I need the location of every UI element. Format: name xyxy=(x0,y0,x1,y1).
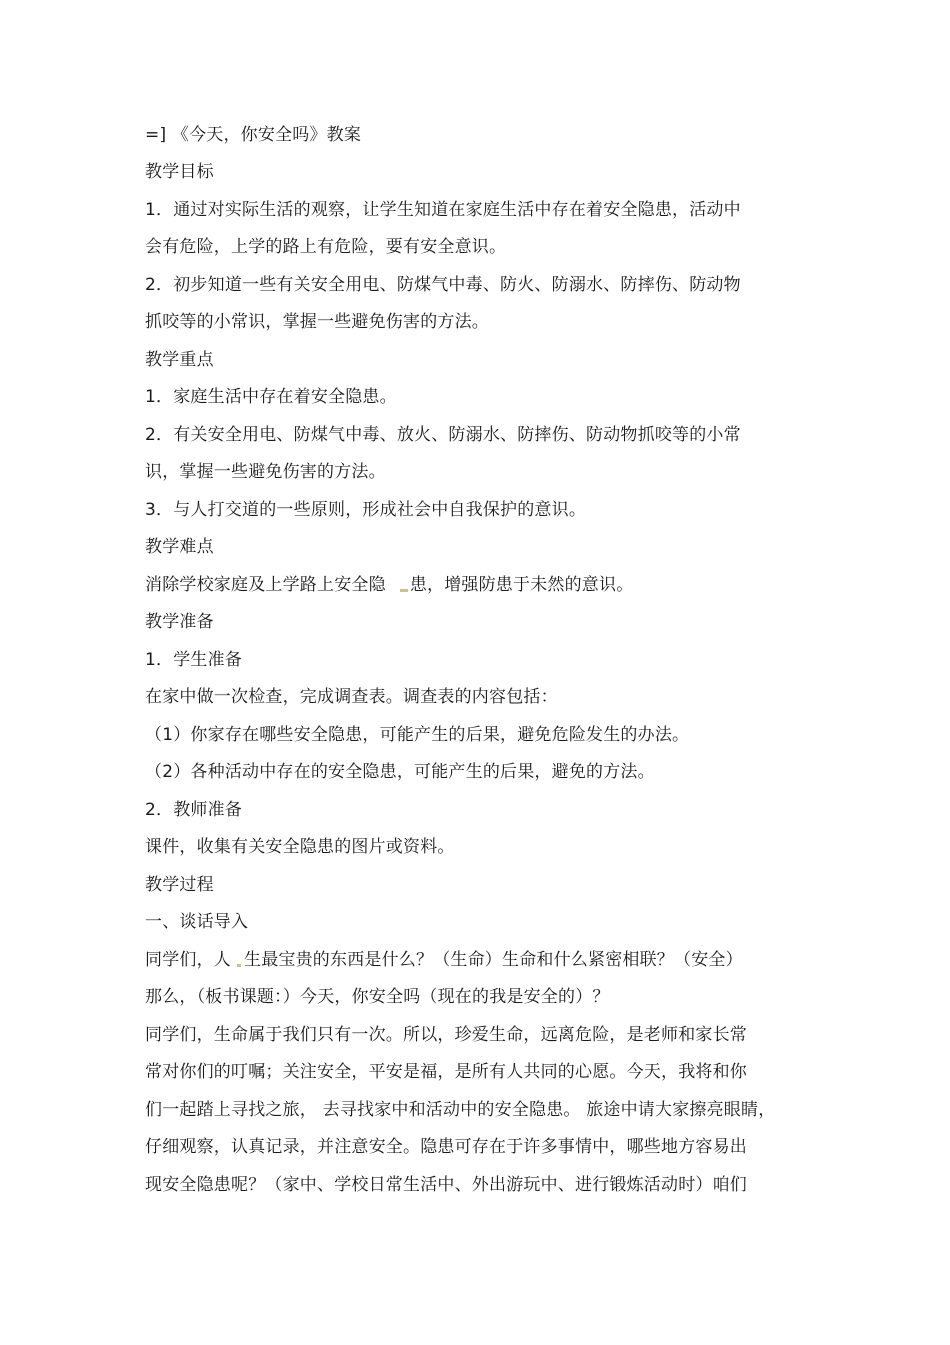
text-segment: 同学们，人 xyxy=(145,950,231,970)
section-heading-difficulties: 教学难点 xyxy=(145,537,214,557)
paragraph-line xyxy=(145,574,633,596)
paragraph-line: 2．初步知道一些有关安全用电、防煤气中毒、防火、防溺水、防摔伤、防动物 xyxy=(145,275,741,295)
paragraph-line: 1．学生准备 xyxy=(145,650,243,670)
paragraph-line: 同学们，生命属于我们只有一次。所以，珍爱生命，远离危险，是老师和家长常 xyxy=(145,1025,747,1045)
text-segment: 生最宝贵的东西是什么？（生命）生命和什么紧密相联？（安全） xyxy=(244,950,743,970)
paragraph-line xyxy=(145,949,743,971)
paragraph-line: 那么，（板书课题：）今天，你安全吗（现在的我是安全的）？ xyxy=(145,987,610,1007)
paragraph-line: 课件，收集有关安全隐患的图片或资料。 xyxy=(145,837,455,857)
section-heading-teaching-goals: 教学目标 xyxy=(145,162,214,182)
section-heading-process: 教学过程 xyxy=(145,875,214,895)
text-segment: 消除学校家庭及上学路上安全隐 xyxy=(145,575,386,595)
paragraph-line: 仔细观察，认真记录，并注意安全。隐患可存在于许多事情中，哪些地方容易出 xyxy=(145,1137,747,1157)
subsection-heading: 一、谈话导入 xyxy=(145,912,249,932)
scan-artifact-mark xyxy=(237,964,241,967)
paragraph-line: 常对你们的叮嘱；关注安全，平安是福，是所有人共同的心愿。今天，我将和你 xyxy=(145,1062,747,1082)
section-heading-preparation: 教学准备 xyxy=(145,612,214,632)
paragraph-line: 在家中做一次检查，完成调查表。调查表的内容包括： xyxy=(145,687,558,707)
paragraph-line: 1．通过对实际生活的观察，让学生知道在家庭生活中存在着安全隐患，活动中 xyxy=(145,200,741,220)
paragraph-line: （2）各种活动中存在的安全隐患，可能产生的后果，避免的方法。 xyxy=(145,762,655,782)
paragraph-line: 2．教师准备 xyxy=(145,800,243,820)
scan-artifact-mark xyxy=(400,589,408,592)
paragraph-line: （1）你家存在哪些安全隐患，可能产生的后果，避免危险发生的办法。 xyxy=(145,725,690,745)
section-heading-key-points: 教学重点 xyxy=(145,350,214,370)
document-title: =] 《今天，你安全吗》教案 xyxy=(145,125,362,145)
paragraph-line: 识，掌握一些避免伤害的方法。 xyxy=(145,462,386,482)
paragraph-line: 们一起踏上寻找之旅， 去寻找家中和活动中的安全隐患。 旅途中请大家擦亮眼睛， xyxy=(145,1100,776,1120)
paragraph-line: 1．家庭生活中存在着安全隐患。 xyxy=(145,387,397,407)
paragraph-line: 会有危险，上学的路上有危险，要有安全意识。 xyxy=(145,237,507,257)
paragraph-line: 3．与人打交道的一些原则，形成社会中自我保护的意识。 xyxy=(145,500,587,520)
text-segment: 患，增强防患于未然的意识。 xyxy=(409,575,634,595)
paragraph-line: 2．有关安全用电、防煤气中毒、放火、防溺水、防摔伤、防动物抓咬等的小常 xyxy=(145,425,741,445)
paragraph-line: 现安全隐患呢？（家中、学校日常生活中、外出游玩中、进行锻炼活动时）咱们 xyxy=(145,1175,747,1195)
paragraph-line: 抓咬等的小常识，掌握一些避免伤害的方法。 xyxy=(145,312,489,332)
